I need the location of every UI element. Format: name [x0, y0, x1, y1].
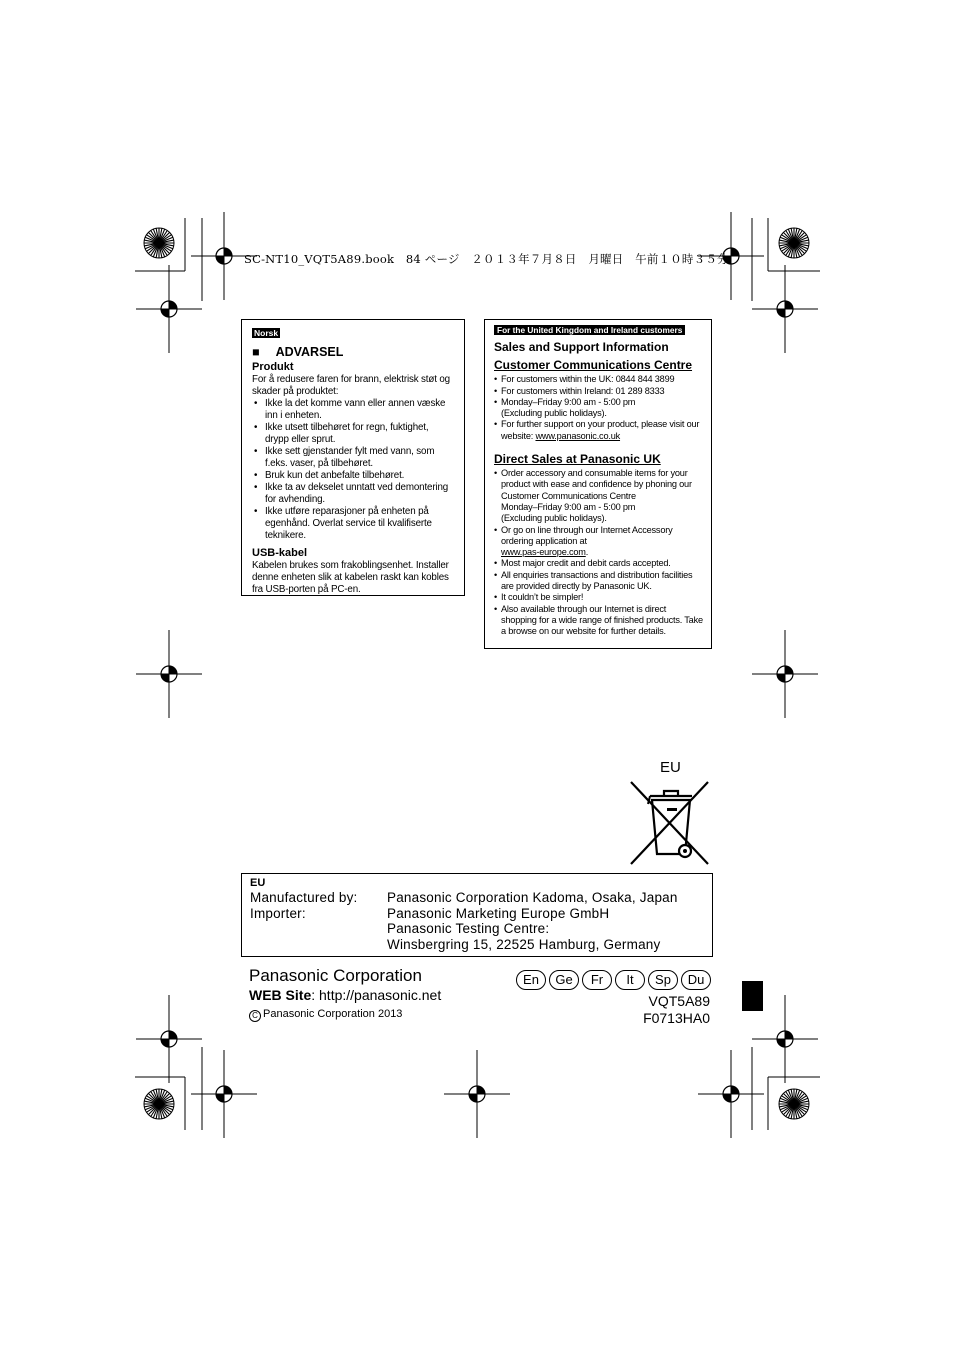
order-hours: Monday–Friday 9:00 am - 5:00 pm [501, 501, 636, 512]
print-code: F0713HA0 [643, 1010, 710, 1026]
address-row [250, 937, 712, 953]
copyright-icon: C [249, 1010, 261, 1022]
internet-shopping-info: • Also available through our Internet is direct shopping for a wide range of finished products. Take a browse on our website for further details. [494, 604, 703, 638]
order-hours-note: (Excluding public holidays). [501, 513, 607, 524]
testing-centre: Panasonic Testing Centre: [387, 921, 550, 936]
opening-hours [494, 397, 703, 420]
warning-title: ADVARSEL [275, 345, 344, 359]
simpler-info: • It couldn’t be simpler! [494, 592, 703, 603]
eu-symbol-label: EU [660, 759, 681, 776]
enquiries-info: • All enquiries transactions and distribution facilities are provided directly by Panasonic UK. [494, 570, 703, 593]
uk-customers-tag: For the United Kingdom and Ireland customers [494, 325, 685, 335]
file-header-line: SC-NT10_VQT5A89.book 84 ページ ２０１３年７月８日 月曜日 午前１０時３５分 [244, 252, 729, 266]
product-warning-list [252, 398, 454, 542]
contact-ireland: • For customers within Ireland: 01 289 8333 [494, 386, 703, 397]
order-text: Order accessory and consumable items for your product with ease and confidence by phoning our Customer Communications Centre [501, 468, 692, 501]
language-badges [516, 970, 714, 990]
direct-sales-heading: Direct Sales at Panasonic UK [494, 452, 661, 467]
language-badge-fr: Fr [582, 970, 612, 990]
list-item: • Ikke sett gjenstander fylt med vann, som f.eks. vaser, på tilbehøret. [252, 446, 454, 470]
list-item: • Ikke utføre reparasjoner på enheten på egenhånd. Overlat service til kvalifiserte teknikere. [252, 506, 454, 542]
list-item: • Bruk kun det anbefalte tilbehøret. [252, 470, 454, 482]
importer-label: Importer: [250, 905, 306, 921]
product-intro: For å redusere faren for brann, elektrisk støt og skader på produktet: [252, 374, 450, 397]
support-text: For further support on your product, please visit our website: [501, 419, 700, 441]
manufactured-value: Panasonic Corporation Kadoma, Osaka, Japan [387, 890, 678, 905]
direct-sales-list [494, 468, 703, 637]
importer-row [250, 906, 712, 922]
importer-value: Panasonic Marketing Europe GmbH [387, 905, 610, 921]
testing-centre-row [250, 921, 712, 937]
usb-text: Kabelen brukes som frakoblingsenhet. Installer denne enheten slik at kabelen raskt kan kobles fra USB-porten på PC-en. [252, 560, 449, 595]
crossed-out-wheelie-bin-icon [628, 778, 712, 866]
model-code: VQT5A89 [648, 993, 710, 1009]
online-order-info [494, 525, 703, 559]
product-heading: Produkt [252, 361, 294, 373]
customer-comm-heading: Customer Communications Centre [494, 358, 693, 373]
cards-info: • Most major credit and debit cards accepted. [494, 558, 703, 569]
contact-uk: • For customers within the UK: 0844 844 3899 [494, 374, 703, 385]
copyright-line [249, 1007, 402, 1022]
manufactured-row [250, 890, 712, 906]
norsk-warning-box [241, 319, 465, 596]
hours-note: (Excluding public holidays). [501, 408, 607, 419]
square-bullet-icon: ■ [252, 345, 260, 359]
language-badge-it: It [615, 970, 645, 990]
company-name: Panasonic Corporation [249, 966, 422, 985]
online-text: Or go on line through our Internet Accessory ordering application at [501, 524, 673, 546]
contact-list [494, 374, 703, 442]
address: Winsbergring 15, 22525 Hamburg, Germany [387, 936, 661, 952]
copyright-text: Panasonic Corporation 2013 [263, 1008, 403, 1020]
mfr-region-label: EU [250, 877, 266, 889]
language-tag-norsk: Norsk [254, 328, 279, 338]
warning-heading [252, 345, 454, 359]
manufactured-label: Manufactured by: [250, 890, 358, 905]
pas-europe-link[interactable]: www.pas-europe.com [501, 547, 586, 558]
usb-heading: USB-kabel [252, 547, 308, 559]
list-item: • Ikke la det komme vann eller annen væske inn i enheten. [252, 398, 454, 422]
hours-text: Monday–Friday 9:00 am - 5:00 pm [501, 396, 636, 407]
list-item: • Ikke utsett tilbehøret for regn, fuktighet, drypp eller sprut. [252, 422, 454, 446]
uk-support-box [484, 319, 712, 649]
sales-support-title: Sales and Support Information [494, 340, 669, 355]
support-website-link[interactable]: www.panasonic.co.uk [535, 430, 621, 441]
web-site-url[interactable]: http://panasonic.net [319, 987, 442, 1003]
web-site-sep: : [311, 987, 316, 1003]
thumb-index-tab [742, 981, 763, 1011]
language-badge-en: En [516, 970, 546, 990]
support-info [494, 419, 703, 442]
manufacturer-box [241, 873, 713, 957]
web-site-label: WEB Site [249, 987, 312, 1003]
web-site-line [249, 987, 441, 1004]
language-badge-du: Du [681, 970, 711, 990]
online-end: . [585, 547, 589, 558]
order-info [494, 468, 703, 524]
list-item: • Ikke ta av dekselet unntatt ved demontering for avhending. [252, 482, 454, 506]
language-badge-sp: Sp [648, 970, 678, 990]
language-badge-ge: Ge [549, 970, 579, 990]
